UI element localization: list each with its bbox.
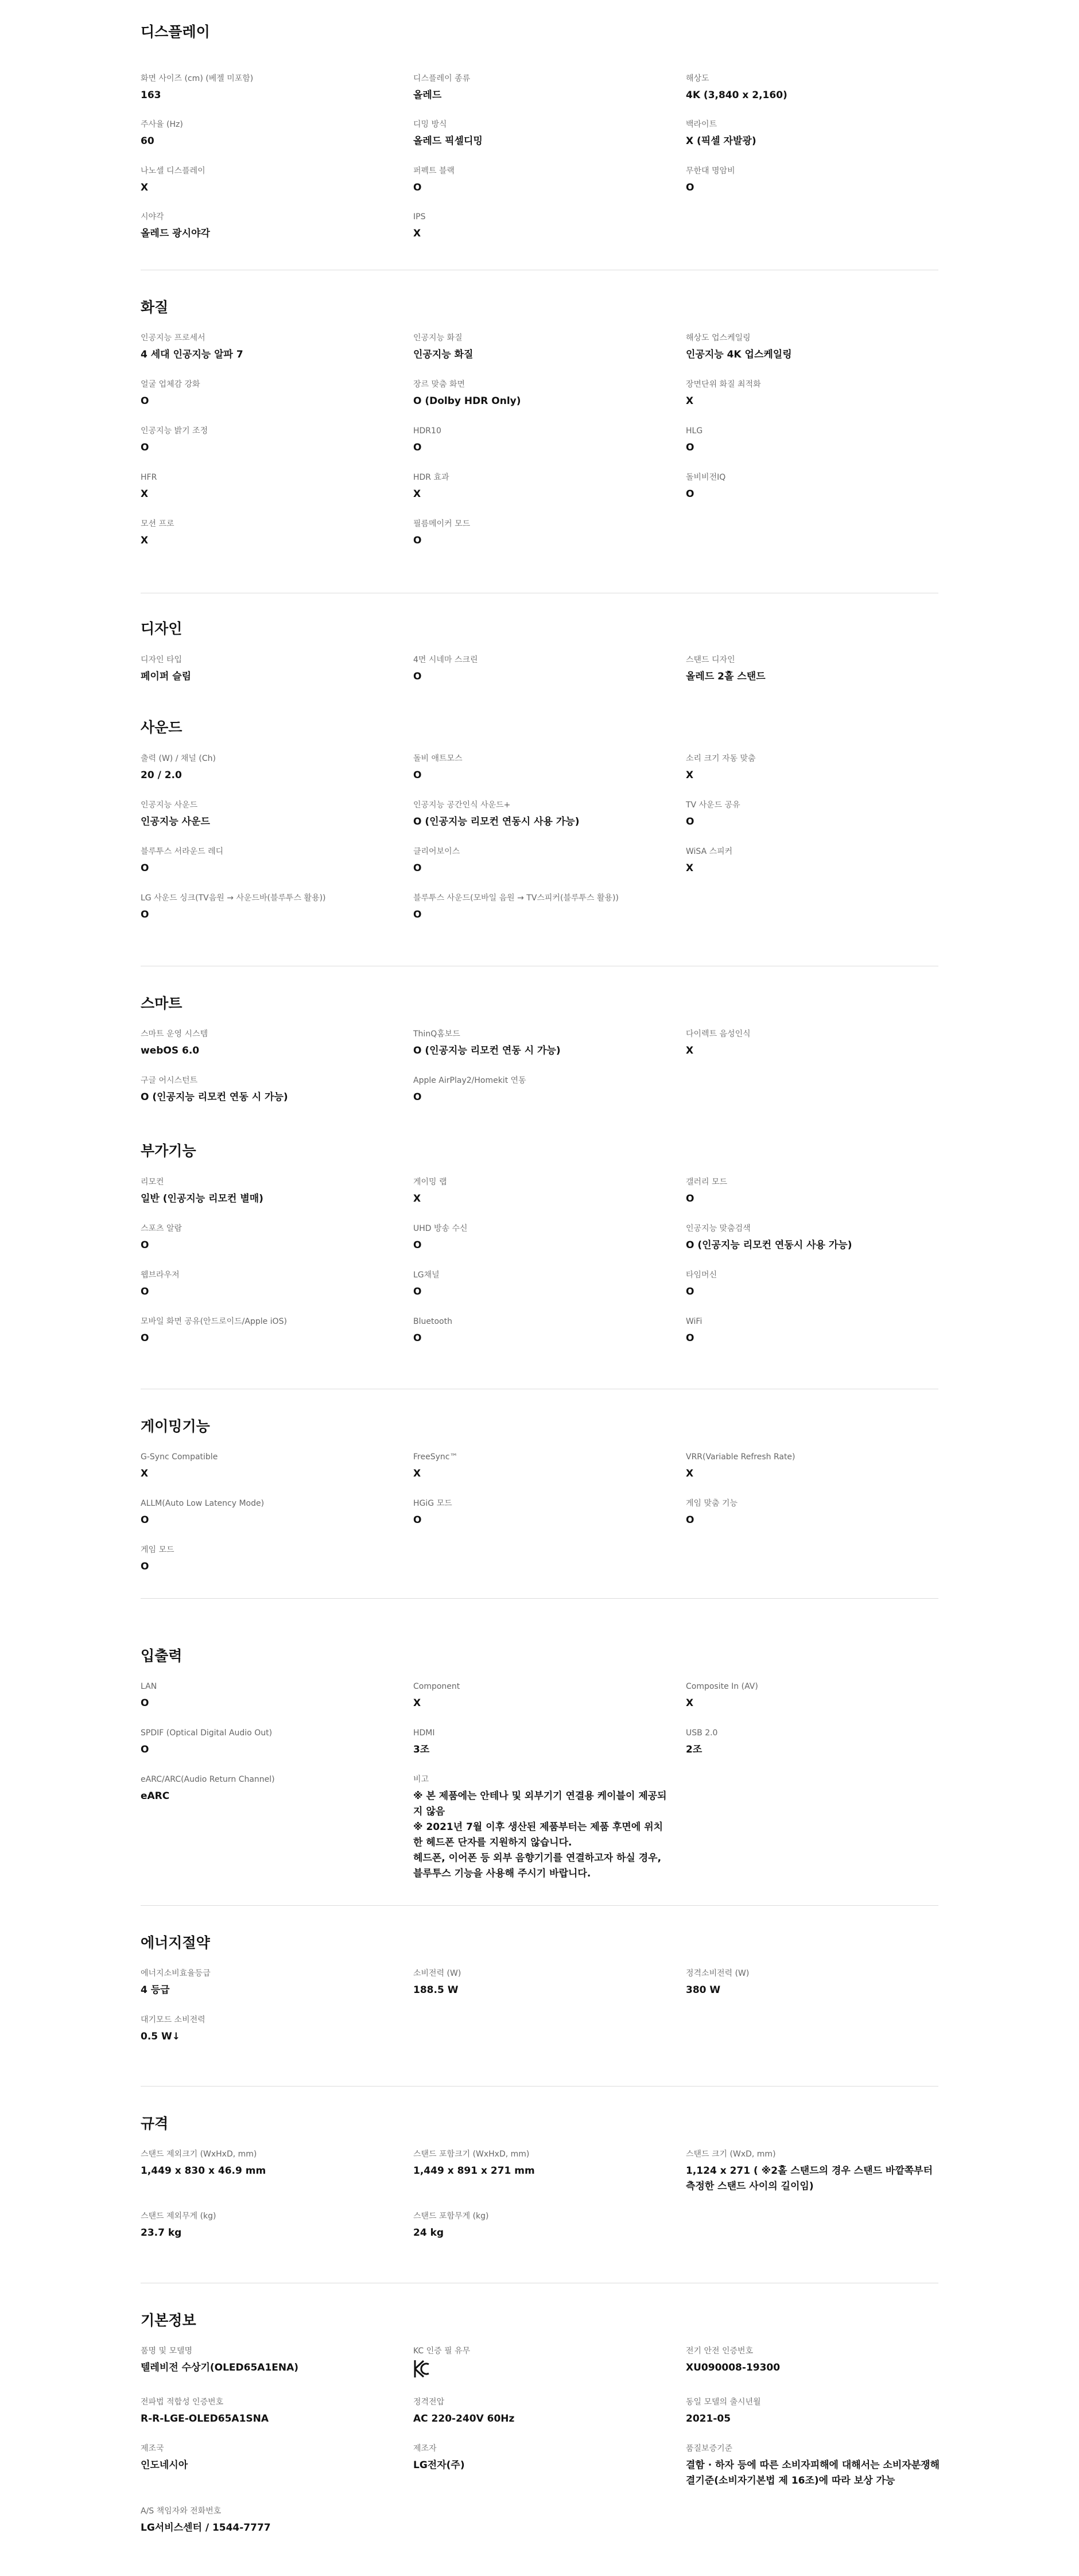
spec-label: 스탠드 제외무게 (kg) <box>141 2212 216 2221</box>
spec-label: 모션 프로 <box>141 519 174 529</box>
spec-value: 4K (3,840 x 2,160) <box>686 90 787 101</box>
spec-label: LG채널 <box>413 1270 440 1280</box>
spec-item <box>686 2443 944 2489</box>
spec-item <box>413 1269 672 1300</box>
spec-item <box>686 1451 944 1482</box>
spec-value: 올레드 <box>413 90 442 101</box>
spec-label: LAN <box>141 1682 157 1691</box>
spec-value: 인공지능 사운드 <box>141 816 210 827</box>
spec-value: X <box>141 535 149 546</box>
spec-value: 3조 <box>413 1744 430 1755</box>
spec-label: 출력 (W) / 채널 (Ch) <box>141 754 216 763</box>
spec-value: X <box>141 182 149 193</box>
spec-label: 스탠드 포함크기 (WxHxD, mm) <box>413 2150 530 2159</box>
spec-label: 블루투스 사운드(모바일 음원 → TV스피커(블루투스 활용)) <box>413 893 619 903</box>
spec-label: UHD 방송 수신 <box>413 1224 468 1233</box>
spec-item <box>686 1316 944 1346</box>
spec-value: O <box>686 442 694 453</box>
spec-item <box>413 1223 672 1253</box>
spec-item <box>141 2396 399 2427</box>
spec-item <box>686 1028 944 1059</box>
spec-item <box>686 332 944 363</box>
spec-value: 2021-05 <box>686 2413 731 2425</box>
spec-value: 4 등급 <box>141 1984 170 1996</box>
section-title: 에너지절약 <box>141 1934 210 1951</box>
spec-label: 장르 맞춤 화면 <box>413 380 465 389</box>
spec-item <box>413 1968 672 1998</box>
spec-label: 품명 및 모델명 <box>141 2346 193 2356</box>
spec-item <box>141 2443 399 2473</box>
spec-item <box>686 1681 944 1711</box>
spec-item <box>413 1727 672 1758</box>
spec-value: X <box>413 228 421 239</box>
spec-label: 클리어보이스 <box>413 847 460 856</box>
spec-item <box>413 753 672 783</box>
spec-label: 구글 어시스턴트 <box>141 1076 198 1085</box>
spec-label: Apple AirPlay2/Homekit 연동 <box>413 1076 526 1085</box>
spec-item <box>413 332 672 363</box>
spec-item <box>413 2396 672 2427</box>
spec-label: 백라이트 <box>686 120 717 129</box>
spec-value: X <box>413 1697 421 1709</box>
spec-value: O <box>413 671 422 682</box>
spec-label: 게임 맞춤 기능 <box>686 1499 738 1508</box>
spec-label: 정격전압 <box>413 2398 445 2407</box>
spec-label: 소리 크기 자동 맞춤 <box>686 754 756 763</box>
spec-item <box>686 1498 944 1528</box>
spec-label: eARC/ARC(Audio Return Channel) <box>141 1775 275 1784</box>
spec-item <box>141 1727 399 1758</box>
spec-value: O (인공지능 리모컨 연동시 사용 가능) <box>686 1240 852 1251</box>
spec-value: 인도네시아 <box>141 2460 188 2471</box>
section-title: 기본정보 <box>141 2312 196 2329</box>
spec-value: 2조 <box>686 1744 702 1755</box>
spec-value: O <box>686 1514 694 1526</box>
spec-label: 돌비 애트모스 <box>413 754 463 763</box>
spec-value: O <box>141 395 149 407</box>
spec-value: O <box>413 909 422 920</box>
spec-item <box>413 1176 672 1207</box>
spec-item <box>141 1498 399 1528</box>
spec-value: X <box>141 1468 149 1479</box>
spec-label: 스탠드 디자인 <box>686 655 735 665</box>
spec-value: O <box>413 535 422 546</box>
spec-label: 비고 <box>413 1775 429 1784</box>
spec-item <box>413 119 672 149</box>
spec-item <box>686 2396 944 2427</box>
section-title: 사운드 <box>141 719 183 736</box>
spec-value: X <box>413 1193 421 1205</box>
spec-value: 1,124 x 271 ( ※2홀 스탠드의 경우 스탠드 바깥쪽부터 측정한 스탠드 사이의 길이임) <box>686 2165 933 2192</box>
spec-value: 4 세대 인공지능 알파 7 <box>141 349 243 360</box>
spec-item <box>413 892 672 923</box>
spec-label: HDR10 <box>413 426 441 436</box>
spec-value: O (인공지능 리모컨 연동 시 가능) <box>413 1045 561 1056</box>
spec-value: O <box>413 1514 422 1526</box>
spec-label: 인공지능 공간인식 사운드+ <box>413 801 511 810</box>
spec-label: 전파법 적합성 인증번호 <box>141 2398 224 2407</box>
spec-value: webOS 6.0 <box>141 1045 200 1056</box>
spec-label: 정격소비전력 (W) <box>686 1969 750 1978</box>
spec-label: 해상도 <box>686 74 709 83</box>
section-title: 게이밍기능 <box>141 1418 210 1435</box>
spec-item <box>686 753 944 783</box>
spec-item <box>686 1176 944 1207</box>
spec-item <box>686 1269 944 1300</box>
spec-label: 갤러리 모드 <box>686 1178 728 1187</box>
spec-label: 시야각 <box>141 212 164 222</box>
spec-item <box>413 1316 672 1346</box>
spec-item <box>141 211 399 242</box>
spec-label: 장면단위 화질 최적화 <box>686 380 761 389</box>
spec-value: O <box>686 1193 694 1205</box>
spec-item <box>413 425 672 456</box>
spec-item <box>413 472 672 502</box>
spec-value: LG서비스센터 / 1544-7777 <box>141 2522 271 2534</box>
spec-value: O <box>141 442 149 453</box>
spec-label: Component <box>413 1682 460 1691</box>
section-divider <box>141 1598 938 1599</box>
spec-label: VRR(Variable Refresh Rate) <box>686 1452 795 1462</box>
spec-label: 스탠드 크기 (WxD, mm) <box>686 2150 776 2159</box>
spec-label: 인공지능 밝기 조정 <box>141 426 208 436</box>
spec-value: O <box>686 182 694 193</box>
spec-value: X <box>686 770 694 781</box>
spec-label: 무한대 명암비 <box>686 166 735 176</box>
spec-item <box>141 379 399 409</box>
spec-item <box>686 1968 944 1998</box>
spec-label: WiSA 스피커 <box>686 847 733 856</box>
spec-label: 블루투스 서라운드 레디 <box>141 847 224 856</box>
section-title: 디자인 <box>141 620 183 637</box>
spec-item <box>686 165 944 196</box>
spec-label: 해상도 업스케일링 <box>686 333 751 343</box>
spec-value: O <box>413 862 422 874</box>
spec-value: O <box>413 1091 422 1103</box>
spec-item <box>413 799 672 830</box>
spec-value: O (인공지능 리모컨 연동시 사용 가능) <box>413 816 580 827</box>
section-divider <box>141 1905 938 1906</box>
spec-value: eARC <box>141 1790 170 1802</box>
spec-label: 퍼펙트 블랙 <box>413 166 455 176</box>
spec-label: Bluetooth <box>413 1317 452 1326</box>
spec-value: AC 220-240V 60Hz <box>413 2413 515 2425</box>
spec-item <box>141 518 399 549</box>
spec-item <box>686 1223 944 1253</box>
spec-item <box>413 654 672 685</box>
spec-item <box>141 425 399 456</box>
spec-value: LG전자(주) <box>413 2460 465 2471</box>
spec-value: O <box>413 1286 422 1297</box>
spec-label: USB 2.0 <box>686 1728 718 1738</box>
spec-label: 얼굴 업체감 강화 <box>141 380 200 389</box>
spec-item <box>141 73 399 103</box>
spec-value: O <box>141 1514 149 1526</box>
spec-value: 페이퍼 슬림 <box>141 671 192 682</box>
spec-item <box>141 472 399 502</box>
spec-value: O (인공지능 리모컨 연동 시 가능) <box>141 1091 288 1103</box>
spec-value: 올레드 픽셀디밍 <box>413 135 483 147</box>
spec-item <box>141 2210 399 2241</box>
spec-value: R-R-LGE-OLED65A1SNA <box>141 2413 269 2425</box>
spec-item <box>141 119 399 149</box>
spec-item <box>413 1681 672 1711</box>
spec-item <box>141 892 399 923</box>
section-title: 규격 <box>141 2115 169 2132</box>
spec-item <box>413 2148 672 2179</box>
spec-value: 24 kg <box>413 2227 444 2239</box>
spec-label: 4면 시네마 스크린 <box>413 655 478 665</box>
spec-label: 스마트 운영 시스템 <box>141 1029 208 1039</box>
spec-label: IPS <box>413 212 426 222</box>
spec-value: O (Dolby HDR Only) <box>413 395 521 407</box>
spec-label: HFR <box>141 473 157 482</box>
spec-value: 380 W <box>686 1984 721 1996</box>
spec-item <box>413 518 672 549</box>
spec-item <box>141 1269 399 1300</box>
spec-item <box>141 1681 399 1711</box>
spec-value: O <box>413 1240 422 1251</box>
spec-value: O <box>413 1332 422 1344</box>
spec-label: HDMI <box>413 1728 435 1738</box>
spec-item <box>413 2443 672 2473</box>
spec-item <box>141 846 399 876</box>
section-title: 스마트 <box>141 995 183 1012</box>
spec-item-note <box>413 1774 672 1882</box>
spec-label: 리모컨 <box>141 1178 164 1187</box>
spec-item <box>141 2148 399 2179</box>
spec-label: SPDIF (Optical Digital Audio Out) <box>141 1728 273 1738</box>
spec-label: A/S 책임자와 전화번호 <box>141 2507 222 2516</box>
spec-item <box>413 165 672 196</box>
spec-item <box>686 472 944 502</box>
spec-label: 나노셀 디스플레이 <box>141 166 205 176</box>
spec-value: 일반 (인공지능 리모컨 별매) <box>141 1193 263 1205</box>
spec-item <box>141 1316 399 1346</box>
spec-item <box>686 379 944 409</box>
section-title: 화질 <box>141 299 169 316</box>
spec-label: 인공지능 프로세서 <box>141 333 205 343</box>
spec-value: 60 <box>141 135 154 147</box>
spec-item <box>141 1075 399 1105</box>
spec-value: 188.5 W <box>413 1984 459 1996</box>
spec-value: O <box>141 1332 149 1344</box>
section-title: 입출력 <box>141 1648 183 1664</box>
spec-item <box>141 2345 399 2376</box>
spec-value: X <box>413 1468 421 1479</box>
spec-label: 동일 모델의 출시년월 <box>686 2398 761 2407</box>
spec-item <box>413 846 672 876</box>
spec-label: 스탠드 포함무게 (kg) <box>413 2212 489 2221</box>
spec-label: 필름메이커 모드 <box>413 519 471 529</box>
spec-label: 제조자 <box>413 2444 437 2453</box>
spec-label: 디자인 타입 <box>141 655 183 665</box>
spec-item <box>141 1028 399 1059</box>
spec-item <box>413 73 672 103</box>
spec-value: X <box>141 488 149 500</box>
spec-label: HGiG 모드 <box>413 1499 452 1508</box>
spec-value: X <box>686 862 694 874</box>
spec-item <box>686 2345 944 2376</box>
spec-value: 0.5 W↓ <box>141 2031 181 2042</box>
spec-label: 타임머신 <box>686 1270 717 1280</box>
spec-value: X <box>413 488 421 500</box>
spec-value: X <box>686 395 694 407</box>
spec-value: O <box>686 488 694 500</box>
spec-label: 인공지능 화질 <box>413 333 463 343</box>
spec-value: 결함 · 하자 등에 따른 소비자피해에 대해서는 소비자분쟁해결기준(소비자기본법 제 16조)에 따라 보상 가능 <box>686 2460 940 2486</box>
spec-item <box>141 1223 399 1253</box>
spec-item <box>686 799 944 830</box>
spec-item <box>141 332 399 363</box>
spec-label: 돌비비전IQ <box>686 473 726 482</box>
spec-label: 디스플레이 종류 <box>413 74 471 83</box>
spec-value: 인공지능 화질 <box>413 349 473 360</box>
spec-item <box>141 654 399 685</box>
spec-item <box>413 379 672 409</box>
spec-item <box>413 1451 672 1482</box>
spec-item <box>141 799 399 830</box>
spec-label: LG 사운드 싱크(TV음원 → 사운드바(블루투스 활용)) <box>141 893 326 903</box>
spec-value: O <box>141 1697 149 1709</box>
spec-label: 다이렉트 음성인식 <box>686 1029 751 1039</box>
spec-value: O <box>141 1240 149 1251</box>
spec-label: 게임 모드 <box>141 1545 174 1555</box>
spec-value: O <box>686 816 694 827</box>
spec-value: O <box>141 1286 149 1297</box>
spec-item <box>686 2148 944 2194</box>
spec-label: HLG <box>686 426 703 436</box>
spec-value: O <box>141 909 149 920</box>
spec-item <box>413 2210 672 2241</box>
spec-label: 소비전력 (W) <box>413 1969 461 1978</box>
spec-label: 디밍 방식 <box>413 120 447 129</box>
spec-item <box>413 211 672 242</box>
spec-item <box>141 2014 399 2045</box>
spec-item <box>141 165 399 196</box>
spec-item <box>413 2345 672 2379</box>
spec-item <box>686 73 944 103</box>
spec-value: 올레드 2홀 스탠드 <box>686 671 766 682</box>
spec-label: ALLM(Auto Low Latency Mode) <box>141 1499 265 1508</box>
spec-label: 인공지능 맞춤검색 <box>686 1224 751 1233</box>
spec-value: O <box>413 770 422 781</box>
spec-label: Composite In (AV) <box>686 1682 758 1691</box>
spec-value: 1,449 x 830 x 46.9 mm <box>141 2165 266 2177</box>
spec-value: O <box>413 442 422 453</box>
spec-value: X <box>686 1468 694 1479</box>
spec-item <box>686 654 944 685</box>
spec-label: 모바일 화면 공유(안드로이드/Apple iOS) <box>141 1317 287 1326</box>
spec-label: 전기 안전 인증번호 <box>686 2346 754 2356</box>
spec-value: O <box>686 1332 694 1344</box>
spec-label: 웹브라우저 <box>141 1270 180 1280</box>
spec-label: 스포츠 알람 <box>141 1224 183 1233</box>
kc-certification-mark-icon <box>413 2359 430 2379</box>
spec-value: 23.7 kg <box>141 2227 182 2239</box>
spec-value: 1,449 x 891 x 271 mm <box>413 2165 535 2177</box>
spec-label: 스탠드 제외크기 (WxHxD, mm) <box>141 2150 257 2159</box>
spec-value: X <box>686 1697 694 1709</box>
spec-value: 인공지능 4K 업스케일링 <box>686 349 792 360</box>
spec-value: O <box>141 862 149 874</box>
spec-item <box>141 1544 399 1575</box>
spec-value: 올레드 광시야각 <box>141 228 210 239</box>
spec-label: TV 사운드 공유 <box>686 801 740 810</box>
spec-value: 텔레비전 수상기(OLED65A1ENA) <box>141 2362 299 2373</box>
spec-item <box>686 425 944 456</box>
spec-label: 대기모드 소비전력 <box>141 2015 205 2025</box>
spec-value: O <box>413 182 422 193</box>
spec-item <box>686 119 944 149</box>
spec-item <box>141 753 399 783</box>
spec-value: X (픽셀 자발광) <box>686 135 756 147</box>
spec-label: 제조국 <box>141 2444 164 2453</box>
section-title: 부가기능 <box>141 1143 196 1159</box>
spec-value: XU090008-19300 <box>686 2362 781 2373</box>
section-title: 디스플레이 <box>141 24 210 40</box>
spec-label: 인공지능 사운드 <box>141 801 198 810</box>
spec-item <box>686 846 944 876</box>
spec-label: G-Sync Compatible <box>141 1452 218 1462</box>
spec-label: 화면 사이즈 (cm) (베젤 미포함) <box>141 74 254 83</box>
spec-label: 에너지소비효율등급 <box>141 1969 211 1978</box>
spec-value: X <box>686 1045 694 1056</box>
spec-label: 주사율 (Hz) <box>141 120 183 129</box>
spec-item <box>141 1968 399 1998</box>
spec-label: HDR 효과 <box>413 473 449 482</box>
spec-item <box>141 1176 399 1207</box>
spec-label: KC 인증 필 유무 <box>413 2346 471 2356</box>
spec-label: WiFi <box>686 1317 702 1326</box>
spec-label: ThinQ홈보드 <box>413 1029 460 1039</box>
spec-label: 게이밍 랩 <box>413 1178 447 1187</box>
spec-value: O <box>141 1561 149 1572</box>
section-divider <box>141 2086 938 2087</box>
spec-item <box>413 1028 672 1059</box>
spec-item <box>413 1498 672 1528</box>
spec-value: 20 / 2.0 <box>141 770 182 781</box>
spec-value: O <box>686 1286 694 1297</box>
spec-item <box>141 1451 399 1482</box>
spec-item <box>141 2505 399 2536</box>
spec-label: FreeSync™ <box>413 1452 458 1462</box>
spec-item <box>686 1727 944 1758</box>
spec-item <box>413 1075 672 1105</box>
spec-value: 163 <box>141 90 161 101</box>
spec-value: O <box>141 1744 149 1755</box>
spec-value-note: ※ 본 제품에는 안테나 및 외부기기 연결용 케이블이 제공되지 않음 ※ 2021년 7월 이후 생산된 제품부터는 제품 후면에 위치한 헤드폰 단자를 지원하지 않습니다. 헤드폰, 이어폰 등 외부 음향기기를 연결하고자 하실 경우, 블루투스 기능을 사용해 주시기 바랍니다. <box>413 1790 667 1879</box>
spec-label: 품질보증기준 <box>686 2444 733 2453</box>
spec-item <box>141 1774 399 1804</box>
